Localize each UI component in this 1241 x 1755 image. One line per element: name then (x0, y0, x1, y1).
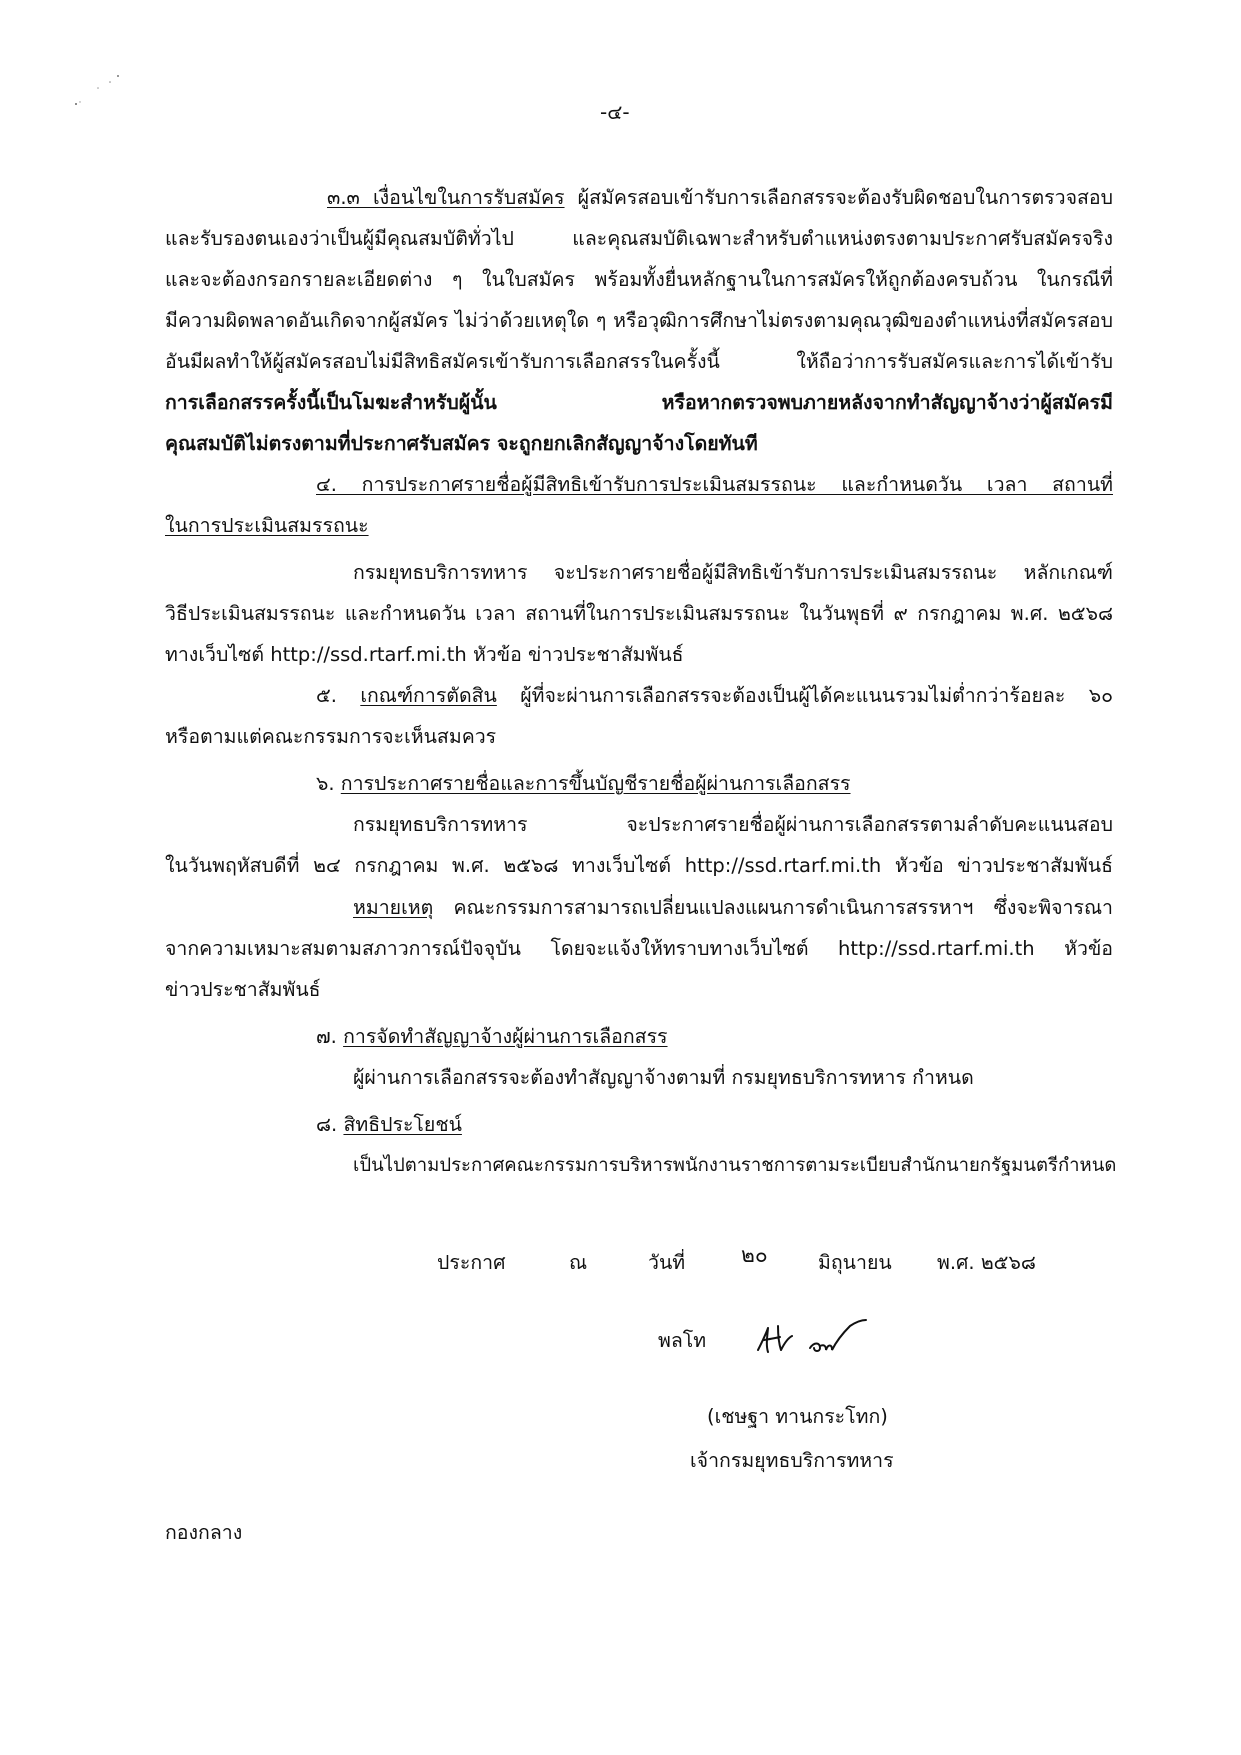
signatory-rank: พลโท (658, 1329, 707, 1352)
section-3-3-line-7: คุณสมบัติไม่ตรงตามที่ประกาศรับสมัคร จะถูกยกเลิกสัญญาจ้างโดยทันที (165, 432, 758, 455)
day-value: ๒๐ (741, 1243, 768, 1267)
section-3-3-line-1-text: ผู้สมัครสอบเข้ารับการเลือกสรรจะต้องรับผิดชอบในการตรวจสอบ (577, 186, 1113, 209)
section-6-note-line-1 (353, 893, 1113, 923)
signatory-title: เจ้ากรมยุทธบริการทหาร (690, 1449, 894, 1472)
section-5-line-2: หรือตามแต่คณะกรรมการจะเห็นสมควร (165, 725, 497, 748)
section-7-number: ๗. (316, 1025, 337, 1048)
section-4-line-2: วิธีประเมินสมรรถนะ และกำหนดวัน เวลา สถานที่ในการประเมินสมรรถนะ ในวันพุธที่ ๙ กรกฎาคม พ.ศ. ๒๕๖๘ (165, 602, 1113, 625)
year-value: พ.ศ. ๒๕๖๘ (937, 1251, 1036, 1274)
section-3-3-line-4: มีความผิดพลาดอันเกิดจากผู้สมัคร ไม่ว่าด้วยเหตุใด ๆ หรือวุฒิการศึกษาไม่ตรงตามคุณวุฒิของตำแหน่งที่สมัครสอบ (165, 309, 1113, 332)
section-3-3-line-2: และรับรองตนเองว่าเป็นผู้มีคุณสมบัติทั่วไป และคุณสมบัติเฉพาะสำหรับตำแหน่งตรงตามประกาศรับสมัครจริง (165, 227, 1113, 250)
section-4-line-1: กรมยุทธบริการทหาร จะประกาศรายชื่อผู้มีสิทธิเข้ารับการประเมินสมรรถนะ หลักเกณฑ์ (353, 561, 1113, 584)
section-8-line-1: เป็นไปตามประกาศคณะกรรมการบริหารพนักงานราชการตามระเบียบสำนักนายกรัฐมนตรีกำหนด (353, 1155, 1117, 1176)
section-4-heading-line-2: ในการประเมินสมรรถนะ (165, 514, 369, 537)
at-label: ณ (569, 1251, 588, 1274)
section-8-heading-line (316, 1110, 462, 1140)
section-5-line-1 (316, 681, 1113, 711)
section-8-number: ๘. (316, 1113, 338, 1136)
page-number: -๔- (600, 100, 630, 124)
section-6-note-line-3: ข่าวประชาสัมพันธ์ (165, 978, 321, 1001)
section-6-note-line-2: จากความเหมาะสมตามสภาวการณ์ปัจจุบัน โดยจะแจ้งให้ทราบทางเว็บไซต์ http://ssd.rtarf.mi.th หัวข้อ (165, 937, 1113, 960)
section-6-line-1: กรมยุทธบริการทหาร จะประกาศรายชื่อผู้ผ่านการเลือกสรรตามลำดับคะแนนสอบ (353, 813, 1113, 836)
section-6-note-label: หมายเหตุ (353, 896, 434, 919)
section-7-heading: การจัดทำสัญญาจ้างผู้ผ่านการเลือกสรร (343, 1025, 668, 1048)
section-6-number: ๖. (316, 772, 335, 795)
section-3-3-heading: ๓.๓ เงื่อนไขในการรับสมัคร (327, 186, 565, 209)
section-6-heading-line (316, 769, 851, 799)
section-4-heading-line-1: ๔. การประกาศรายชื่อผู้มีสิทธิเข้ารับการประเมินสมรรถนะ และกำหนดวัน เวลา สถานที่ (316, 473, 1113, 496)
section-3-3-line-1 (327, 183, 1113, 213)
signatory-name: (เชษฐา ทานกระโทก) (707, 1405, 888, 1428)
month-value: มิถุนายน (818, 1251, 892, 1274)
section-5-number: ๕. (316, 684, 337, 707)
section-6-line-2: ในวันพฤหัสบดีที่ ๒๔ กรกฎาคม พ.ศ. ๒๕๖๘ ทางเว็บไซต์ http://ssd.rtarf.mi.th หัวข้อ ข่าวประชาสัมพันธ์ (165, 854, 1113, 877)
section-3-3-line-6: การเลือกสรรครั้งนี้เป็นโมฆะสำหรับผู้นั้น หรือหากตรวจพบภายหลังจากทำสัญญาจ้างว่าผู้สมัครมี (165, 391, 1113, 414)
handwritten-signature (752, 1312, 872, 1362)
section-6-note-line-1-text: คณะกรรมการสามารถเปลี่ยนแปลงแผนการดำเนินการสรรหาฯ ซึ่งจะพิจารณา (453, 896, 1113, 919)
scan-specks (68, 68, 128, 108)
section-5-heading: เกณฑ์การตัดสิน (360, 684, 497, 707)
section-4-line-3: ทางเว็บไซต์ http://ssd.rtarf.mi.th หัวข้อ ข่าวประชาสัมพันธ์ (165, 643, 684, 666)
section-6-heading: การประกาศรายชื่อและการขึ้นบัญชีรายชื่อผู้ผ่านการเลือกสรร (340, 772, 851, 795)
section-7-heading-line (316, 1022, 668, 1052)
footer-department: กองกลาง (165, 1521, 243, 1544)
day-label: วันที่ (648, 1251, 686, 1274)
announce-label: ประกาศ (437, 1251, 506, 1274)
section-7-line-1: ผู้ผ่านการเลือกสรรจะต้องทำสัญญาจ้างตามที่ กรมยุทธบริการทหาร กำหนด (353, 1066, 974, 1089)
section-3-3-line-5: อันมีผลทำให้ผู้สมัครสอบไม่มีสิทธิสมัครเข้ารับการเลือกสรรในครั้งนี้ ให้ถือว่าการรับสมัครและการได้เข้ารับ (165, 350, 1113, 373)
section-8-heading: สิทธิประโยชน์ (343, 1113, 462, 1136)
section-3-3-line-3: และจะต้องกรอกรายละเอียดต่าง ๆ ในใบสมัคร พร้อมทั้งยื่นหลักฐานในการสมัครให้ถูกต้องครบถ้วน ในกรณีที่ (165, 268, 1113, 291)
section-5-line-1-text: ผู้ที่จะผ่านการเลือกสรรจะต้องเป็นผู้ได้คะแนนรวมไม่ต่ำกว่าร้อยละ ๖๐ (520, 684, 1114, 707)
